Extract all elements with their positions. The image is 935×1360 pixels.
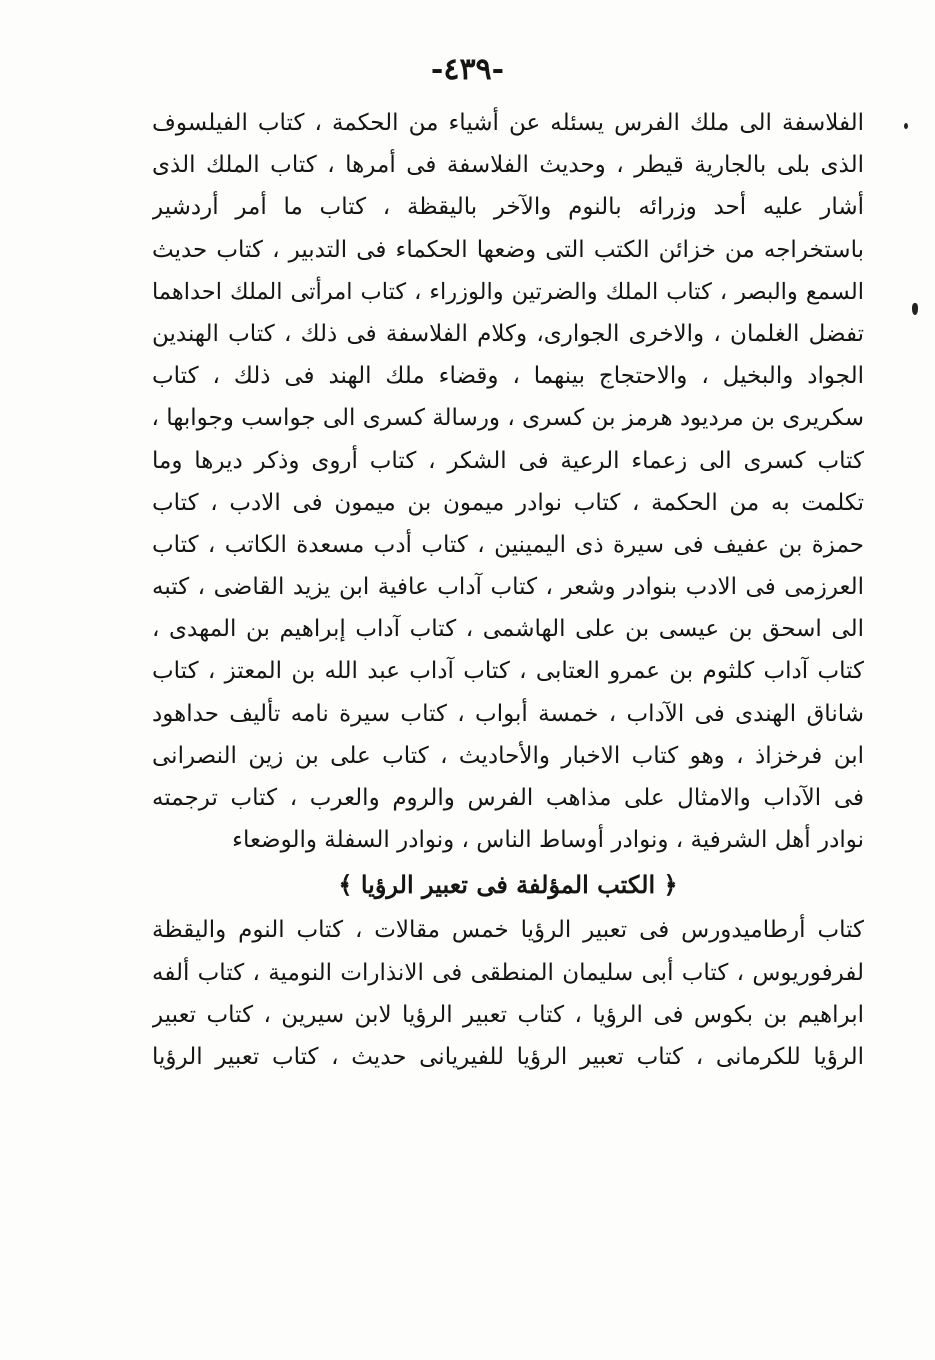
text-line: السمع والبصر ، كتاب الملك والضرتين والوزراء ، كتاب امرأتى الملك احداهما	[152, 278, 864, 305]
text-line: فى الآداب والامثال على مذاهب الفرس والروم والعرب ، كتاب ترجمته	[152, 785, 864, 811]
section-heading: ﴿ الكتب المؤلفة فى تعبير الرؤيا ﴾	[338, 870, 678, 900]
text-line: أشار عليه أحد وزرائه بالنوم والآخر باليقظة ، كتاب ما أمر أردشير	[152, 194, 864, 221]
text-line: الرؤيا للكرمانى ، كتاب تعبير الرؤيا للفيريانى حديث ، كتاب تعبير الرؤيا	[152, 1043, 864, 1070]
text-line: سكريرى بن مرديود هرمز بن كسرى ، ورسالة كسرى الى جواسب وجوابها ،	[152, 405, 864, 432]
body-text	[152, 102, 864, 1078]
text-line: ابن فرخزاذ ، وهو كتاب الاخبار والأحاديث ، كتاب على بن زين النصرانى	[152, 742, 864, 769]
text-line: تكلمت به من الحكمة ، كتاب نوادر ميمون بن ميمون فى الادب ، كتاب	[152, 489, 864, 516]
text-line: باستخراجه من خزائن الكتب التى وضعها الحكماء فى التدبير ، كتاب حديث	[152, 236, 864, 263]
text-line: الى اسحق بن عيسى بن على الهاشمى ، كتاب آداب إبراهيم بن المهدى ،	[152, 616, 864, 643]
text-line: الفلاسفة الى ملك الفرس يسئله عن أشياء من الحكمة ، كتاب الفيلسوف	[152, 110, 864, 136]
text-line: حمزة بن عفيف فى سيرة ذى اليمينين ، كتاب أدب مسعدة الكاتب ، كتاب	[152, 531, 864, 558]
text-line: لفرفوريوس ، كتاب أبى سليمان المنطقى فى الانذارات النومية ، كتاب ألفه	[152, 959, 864, 986]
text-line: نوادر أهل الشرفية ، ونوادر أوساط الناس ، ونوادر السفلة والوضعاء	[232, 827, 864, 854]
text-line: كتاب آداب كلثوم بن عمرو العتابى ، كتاب آداب عبد الله بن المعتز ، كتاب	[152, 658, 864, 685]
margin-mark	[912, 303, 918, 315]
text-line: كتاب أرطاميدورس فى تعبير الرؤيا خمس مقالات ، كتاب النوم واليقظة	[152, 917, 864, 944]
text-line: العرزمى فى الادب بنوادر وشعر ، كتاب آداب عافية ابن يزيد القاضى ، كتبه	[152, 574, 864, 601]
text-line: شاناق الهندى فى الآداب ، خمسة أبواب ، كتاب سيرة نامه تأليف حداهود	[152, 700, 864, 727]
text-line: تفضل الغلمان ، والاخرى الجوارى، وكلام الفلاسفة فى ذلك ، كتاب الهندين	[152, 320, 864, 347]
text-line: كتاب كسرى الى زعماء الرعية فى الشكر ، كتاب أروى وذكر ديرها وما	[152, 447, 864, 474]
text-line: الذى بلى بالجارية قيطر ، وحديث الفلاسفة فى أمرها ، كتاب الملك الذى	[152, 152, 864, 179]
margin-mark	[904, 123, 908, 129]
page-number: -٤٣٩-	[430, 52, 505, 87]
text-line: ابراهيم بن بكوس فى الرؤيا ، كتاب تعبير الرؤيا لابن سيرين ، كتاب تعبير	[152, 1001, 864, 1028]
text-line: الجواد والبخيل ، والاحتجاج بينهما ، وقضاء ملك الهند فى ذلك ، كتاب	[152, 363, 864, 390]
